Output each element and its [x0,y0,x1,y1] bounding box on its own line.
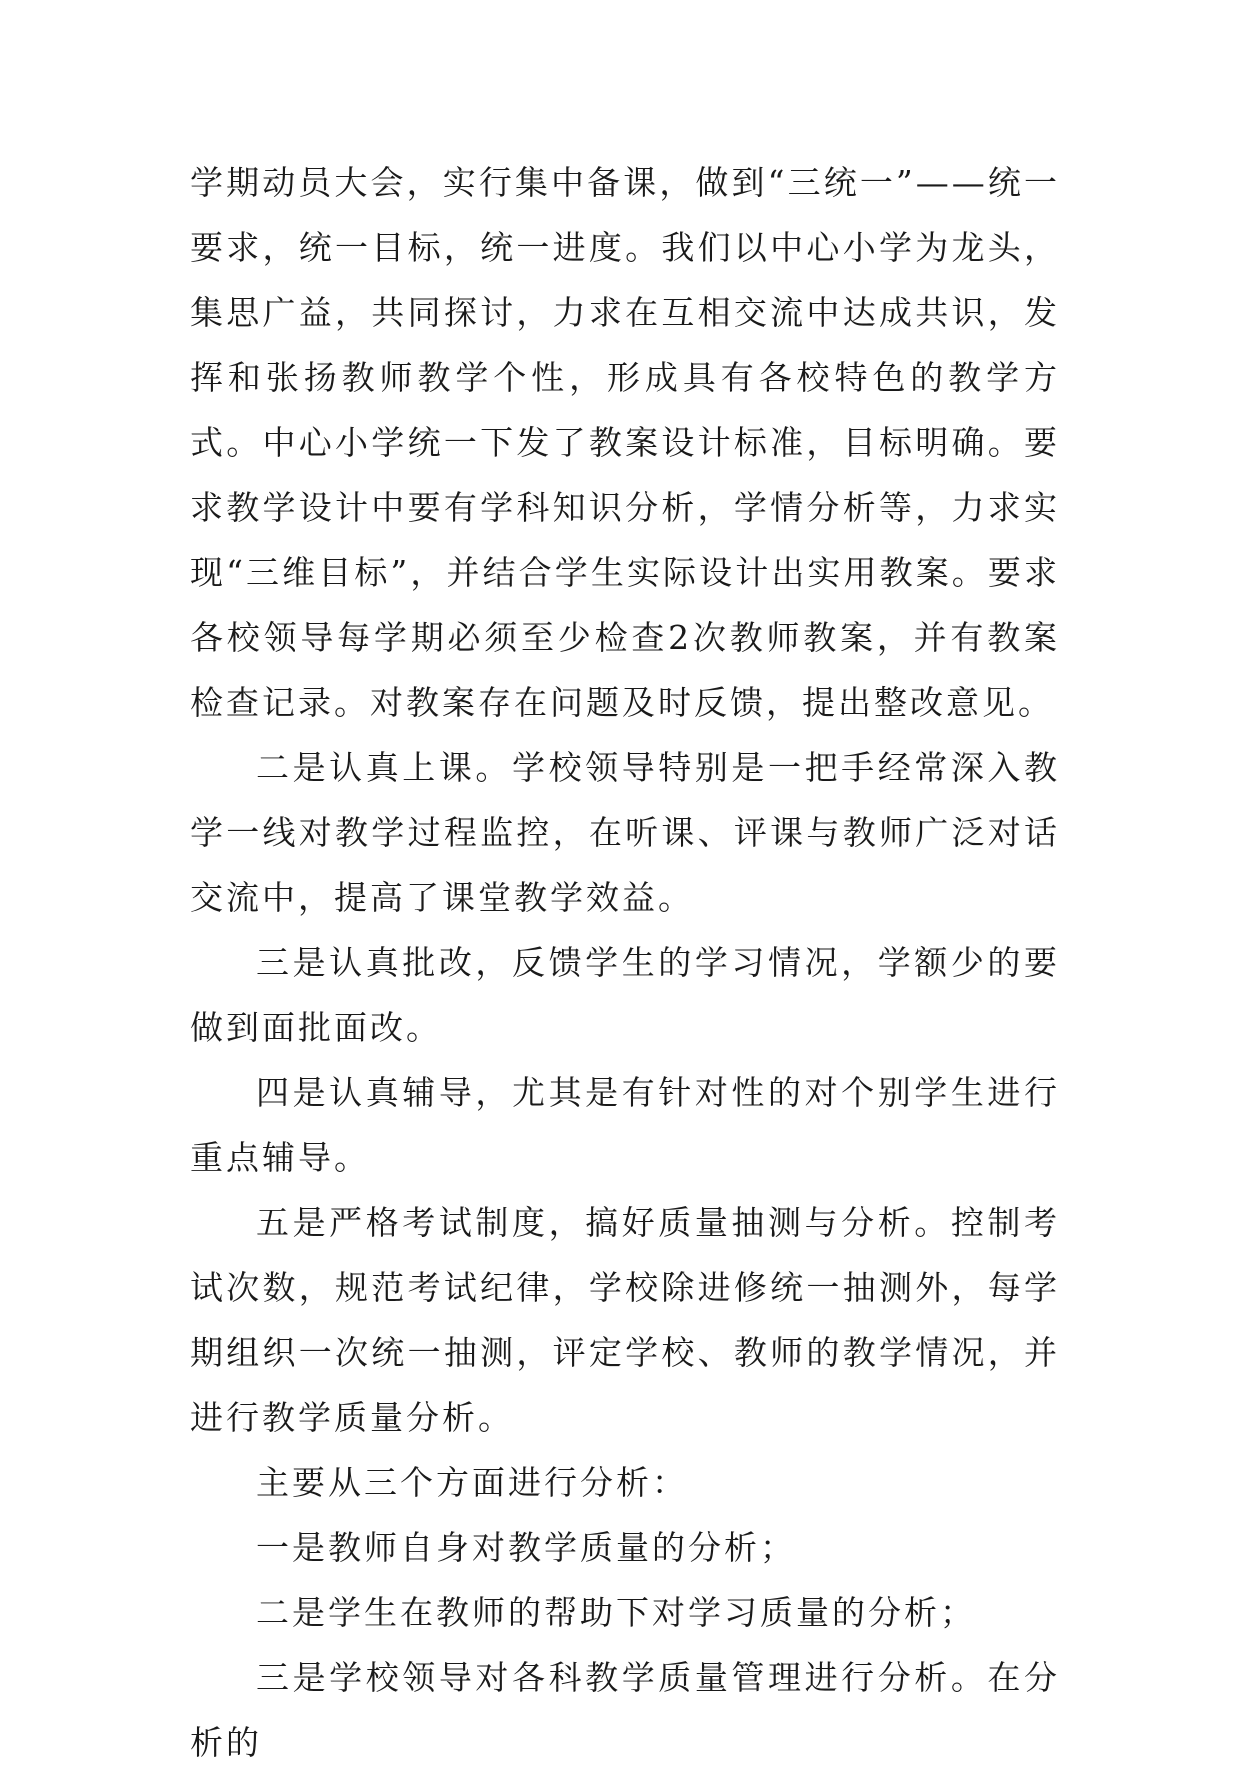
paragraph-item-5: 五是严格考试制度，搞好质量抽测与分析。控制考试次数，规范考试纪律，学校除进修统一抽测外，每学期组织一次统一抽测，评定学校、教师的教学情况，并进行教学质量分析。 [190,1203,1060,1437]
paragraph-analysis-intro: 主要从三个方面进行分析： [256,1463,688,1502]
paragraph-item-4: 四是认真辅导，尤其是有针对性的对个别学生进行重点辅导。 [190,1073,1060,1177]
paragraph-analysis-1: 一是教师自身对教学质量的分析； [256,1528,796,1567]
document-body [190,150,1060,1775]
paragraph-item-2: 二是认真上课。学校领导特别是一把手经常深入教学一线对教学过程监控，在听课、评课与教师广泛对话交流中，提高了课堂教学效益。 [190,748,1060,917]
paragraph-analysis-2: 二是学生在教师的帮助下对学习质量的分析； [256,1593,976,1632]
paragraph-item-3: 三是认真批改，反馈学生的学习情况，学额少的要做到面批面改。 [190,943,1060,1047]
paragraph-analysis-3: 三是学校领导对各科教学质量管理进行分析。在分析的 [190,1658,1060,1762]
paragraph-continuation: 学期动员大会，实行集中备课，做到“三统一”——统一要求，统一目标，统一进度。我们以中心小学为龙头，集思广益，共同探讨，力求在互相交流中达成共识，发挥和张扬教师教学个性，形成具有各校特色的教学方式。中心小学统一下发了教案设计标准，目标明确。要求教学设计中要有学科知识分析，学情分析等，力求实现“三维目标”，并结合学生实际设计出实用教案。要求各校领导每学期必须至少检查2次教师教案，并有教案检查记录。对教案存在问题及时反馈，提出整改意见。 [190,163,1060,722]
